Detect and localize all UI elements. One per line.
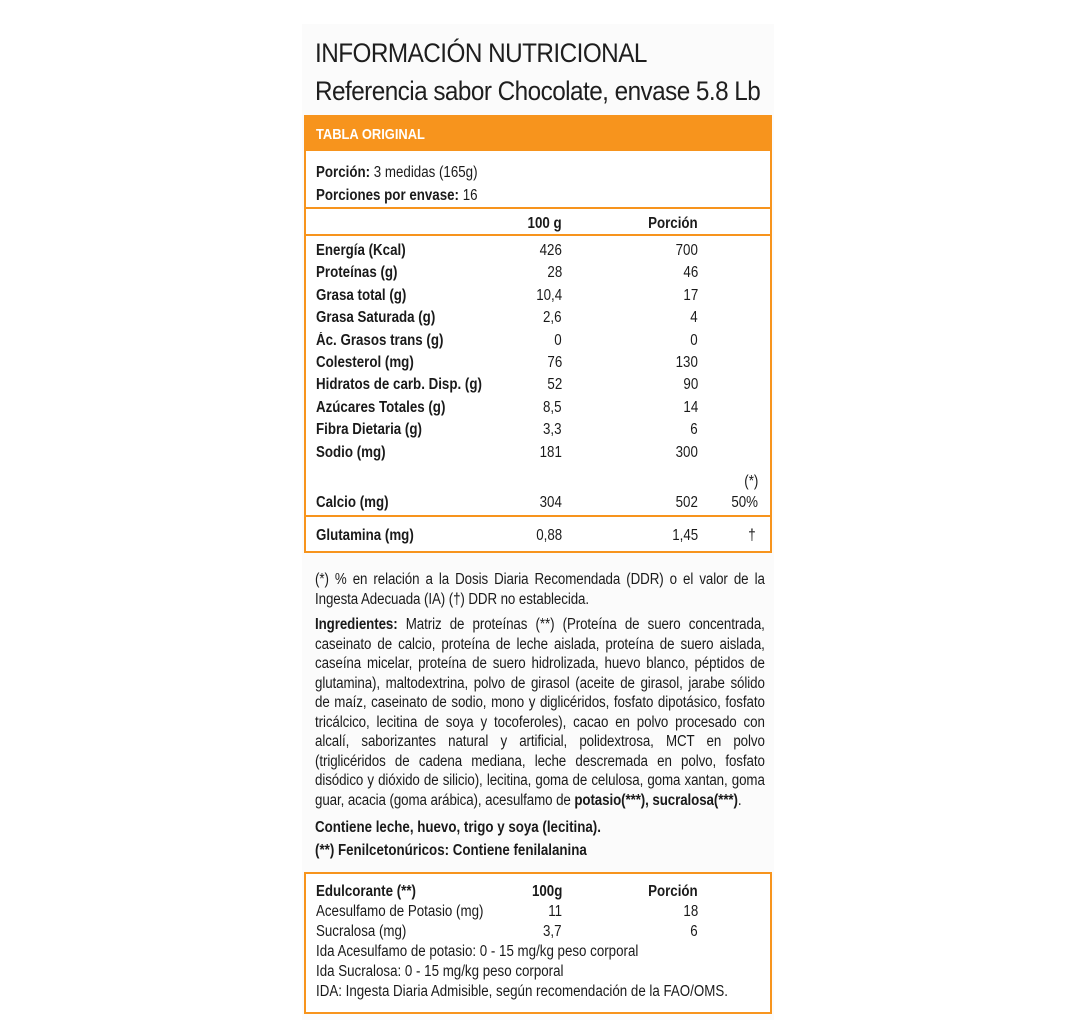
nutrient-100g: 76 <box>547 354 562 371</box>
table-heading: TABLA ORIGINAL <box>316 126 425 143</box>
col-header-100g: 100 g <box>527 215 562 232</box>
ingredients-label: Ingredientes: <box>315 616 398 633</box>
nutrient-portion: 90 <box>683 376 698 394</box>
sweetener-portion: 18 <box>683 903 698 920</box>
nutrient-100g: 10,4 <box>536 286 562 304</box>
glutamina-name: Glutamina (mg) <box>316 527 414 544</box>
nutrient-name: Grasa Saturada (g) <box>316 309 436 327</box>
nutrient-name: Grasa total (g) <box>316 286 407 304</box>
page-title: INFORMACIÓN NUTRICIONAL <box>315 38 647 68</box>
servings-label: Porciones por envase: <box>316 187 459 204</box>
nutrient-portion: 14 <box>683 398 698 416</box>
nutrient-portion: 300 <box>675 443 698 461</box>
servings-value: 16 <box>462 187 478 204</box>
sweetener-title: Edulcorante (**) <box>316 883 416 900</box>
ingredients-sep: , <box>645 791 653 809</box>
calcio-100g: 304 <box>539 494 562 511</box>
nutrient-portion: 0 <box>690 331 698 349</box>
nutrient-portion: 130 <box>675 354 698 371</box>
phenyl-note: (**) Fenilcetonúricos: Contiene fenilalanina <box>315 842 587 859</box>
sweetener-col-100g: 100g <box>531 883 562 900</box>
sweetener-100g: 3,7 <box>543 923 562 940</box>
calcio-pct: 50% <box>731 494 758 511</box>
ingredients-end: . <box>737 791 742 809</box>
nutrient-100g: 52 <box>547 376 562 394</box>
divider <box>306 234 770 236</box>
divider <box>306 515 770 517</box>
nutrient-name: Ác. Grasos trans (g) <box>316 331 444 349</box>
allergens-note: Contiene leche, huevo, trigo y soya (lecitina). <box>315 819 601 836</box>
nutrient-name: Energía (Kcal) <box>316 242 406 259</box>
nutrient-100g: 2,6 <box>543 309 562 327</box>
nutrient-100g: 8,5 <box>543 398 562 416</box>
nutrient-name: Proteínas (g) <box>316 264 398 282</box>
nutrient-portion: 17 <box>683 286 698 304</box>
nutrient-portion: 6 <box>690 421 698 439</box>
nutrition-table <box>304 115 772 553</box>
ingredients-potasio: potasio(***) <box>574 791 646 809</box>
serving-row <box>316 164 478 182</box>
ingredients <box>315 615 765 810</box>
nutrient-portion: 4 <box>690 309 698 327</box>
glutamina-portion: 1,45 <box>672 527 698 544</box>
servings-row <box>316 187 478 205</box>
page-subtitle: Referencia sabor Chocolate, envase 5.8 Lb <box>315 76 761 106</box>
calcio-name: Calcio (mg) <box>316 494 389 511</box>
nutrient-name: Sodio (mg) <box>316 443 386 461</box>
nutrient-100g: 3,3 <box>543 421 562 439</box>
divider <box>306 207 770 209</box>
nutrient-100g: 28 <box>547 264 562 282</box>
nutrient-name: Azúcares Totales (g) <box>316 398 446 416</box>
nutrient-100g: 0 <box>554 331 562 349</box>
ida-definition: IDA: Ingesta Diaria Admisible, según recomendación de la FAO/OMS. <box>316 983 728 1000</box>
serving-label: Porción: <box>316 164 371 181</box>
serving-value: 3 medidas (165g) <box>373 164 478 181</box>
sweetener-name: Acesulfamo de Potasio (mg) <box>316 903 484 920</box>
ida-sucralosa: Ida Sucralosa: 0 - 15 mg/kg peso corporal <box>316 963 564 980</box>
glutamina-mark: † <box>748 527 756 544</box>
sweetener-100g: 11 <box>548 903 562 920</box>
calcio-portion: 502 <box>675 494 698 511</box>
nutrient-name: Hidratos de carb. Disp. (g) <box>316 376 482 394</box>
nutrient-100g: 426 <box>539 242 562 259</box>
ddr-note: (*) % en relación a la Dosis Diaria Recomendada (DDR) o el valor de la Ingesta Adecuada (IA) (†) DDR no establecida. <box>315 571 765 608</box>
ingredients-sucralosa: sucralosa(***) <box>652 791 738 809</box>
nutrient-portion: 46 <box>683 264 698 282</box>
ingredients-text: Matriz de proteínas (**) (Proteína de suero concentrada, caseinato de calcio, proteína de leche aislada, proteína de suero aislada, caseína micelar, proteína de suero hidrolizada, huevo blanco, péptidos de glutamina), maltodextrina, polvo de girasol (aceite de girasol, jarabe sólido de maíz, caseinato de sodio, mono y diglicéridos, fosfato dipotásico, fosfato tricálcico, lecitina de soya y tocoferoles), cacao en polvo procesado con alcalí, saborizantes natural y artificial, polidextrosa, MCT en polvo (triglicéridos de cadena mediana, leche descremada en polvo, fosfato disódico y dióxido de silicio), lecitina, goma de celulosa, goma xantan, goma guar, acacia (goma arábica), acesulfamo de <box>315 616 765 809</box>
sweetener-table <box>304 872 772 1014</box>
nutrient-100g: 181 <box>539 443 562 461</box>
ddr-mark: (*) <box>743 473 758 490</box>
sweetener-portion: 6 <box>690 923 698 940</box>
col-header-portion: Porción <box>648 215 698 232</box>
nutrient-portion: 700 <box>675 242 698 259</box>
notes-section <box>315 570 765 862</box>
ida-acesulfamo: Ida Acesulfamo de potasio: 0 - 15 mg/kg peso corporal <box>316 943 639 960</box>
nutrient-name: Fibra Dietaria (g) <box>316 421 422 439</box>
sweetener-name: Sucralosa (mg) <box>316 923 407 940</box>
glutamina-100g: 0,88 <box>536 527 562 544</box>
table-header-bar <box>306 117 770 151</box>
sweetener-col-portion: Porción <box>648 883 698 900</box>
nutrient-name: Colesterol (mg) <box>316 354 414 371</box>
